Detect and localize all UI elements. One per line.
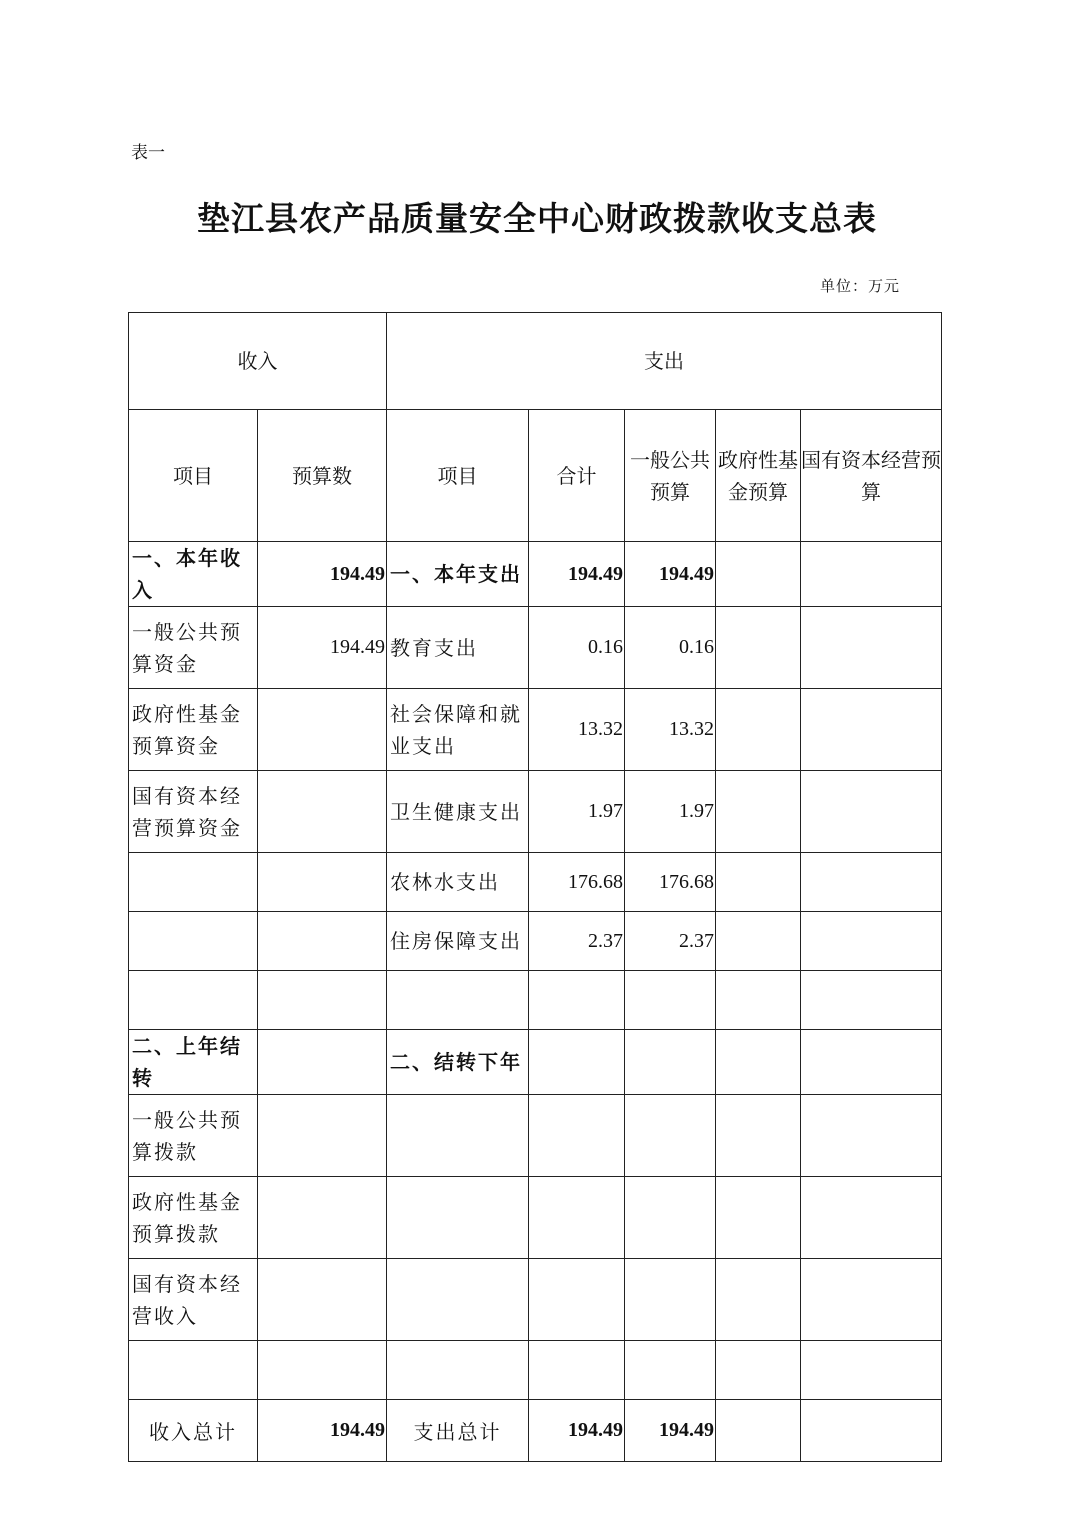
cell-capital bbox=[801, 1095, 942, 1177]
cell-total bbox=[529, 1095, 625, 1177]
cell-general bbox=[625, 971, 716, 1030]
cell-out-item: 农林水支出 bbox=[387, 853, 529, 912]
cell-general bbox=[625, 1177, 716, 1259]
cell-in-amt bbox=[258, 1095, 387, 1177]
table-row bbox=[129, 689, 942, 771]
cell-total bbox=[529, 1341, 625, 1400]
cell-general bbox=[625, 1095, 716, 1177]
unit-label: 单位：万元 bbox=[820, 277, 901, 295]
cell-in-item: 政府性基金预算资金 bbox=[129, 689, 258, 771]
cell-in-amt bbox=[258, 1341, 387, 1400]
cell-in-amt: 194.49 bbox=[258, 542, 387, 607]
cell-in-item: 国有资本经营预算资金 bbox=[129, 771, 258, 853]
cell-capital bbox=[801, 542, 942, 607]
cell-in-amt bbox=[258, 689, 387, 771]
cell-total bbox=[529, 1030, 625, 1095]
cell-capital bbox=[801, 1400, 942, 1462]
cell-capital bbox=[801, 689, 942, 771]
income-item-header: 项目 bbox=[129, 410, 258, 542]
table-row bbox=[129, 971, 942, 1030]
cell-out-item: 住房保障支出 bbox=[387, 912, 529, 971]
table-row bbox=[129, 771, 942, 853]
cell-total: 0.16 bbox=[529, 607, 625, 689]
cell-fund bbox=[716, 853, 801, 912]
cell-total: 1.97 bbox=[529, 771, 625, 853]
table-row bbox=[129, 1341, 942, 1400]
cell-in-item bbox=[129, 1341, 258, 1400]
cell-in-item: 二、上年结转 bbox=[129, 1030, 258, 1095]
cell-in-item bbox=[129, 912, 258, 971]
cell-capital bbox=[801, 853, 942, 912]
cell-general: 1.97 bbox=[625, 771, 716, 853]
table-row bbox=[129, 1095, 942, 1177]
cell-capital bbox=[801, 1030, 942, 1095]
gov-fund-budget-header: 政府性基金预算 bbox=[716, 410, 801, 542]
cell-total bbox=[529, 971, 625, 1030]
cell-general: 13.32 bbox=[625, 689, 716, 771]
total-header: 合计 bbox=[529, 410, 625, 542]
cell-out-item bbox=[387, 1095, 529, 1177]
cell-out-item: 二、结转下年 bbox=[387, 1030, 529, 1095]
cell-capital bbox=[801, 1259, 942, 1341]
cell-total bbox=[529, 1177, 625, 1259]
cell-in-item bbox=[129, 971, 258, 1030]
cell-general bbox=[625, 1341, 716, 1400]
cell-total bbox=[529, 1259, 625, 1341]
cell-in-item: 一般公共预算拨款 bbox=[129, 1095, 258, 1177]
table-row bbox=[129, 1400, 942, 1462]
cell-fund bbox=[716, 1030, 801, 1095]
cell-total: 194.49 bbox=[529, 1400, 625, 1462]
cell-in-amt bbox=[258, 1259, 387, 1341]
cell-general: 194.49 bbox=[625, 542, 716, 607]
cell-capital bbox=[801, 1177, 942, 1259]
cell-fund bbox=[716, 1095, 801, 1177]
cell-in-item: 一般公共预算资金 bbox=[129, 607, 258, 689]
cell-fund bbox=[716, 542, 801, 607]
budget-table bbox=[128, 312, 942, 1462]
cell-in-item: 一、本年收入 bbox=[129, 542, 258, 607]
cell-capital bbox=[801, 912, 942, 971]
cell-capital bbox=[801, 971, 942, 1030]
table-row bbox=[129, 1030, 942, 1095]
cell-fund bbox=[716, 912, 801, 971]
cell-total: 194.49 bbox=[529, 542, 625, 607]
table-number-label: 表一 bbox=[131, 143, 165, 163]
cell-fund bbox=[716, 1400, 801, 1462]
cell-general bbox=[625, 1259, 716, 1341]
cell-in-amt bbox=[258, 853, 387, 912]
cell-capital bbox=[801, 771, 942, 853]
cell-out-item: 教育支出 bbox=[387, 607, 529, 689]
cell-capital bbox=[801, 1341, 942, 1400]
cell-general bbox=[625, 1030, 716, 1095]
cell-in-amt bbox=[258, 1177, 387, 1259]
table-row bbox=[129, 607, 942, 689]
cell-fund bbox=[716, 971, 801, 1030]
cell-general: 194.49 bbox=[625, 1400, 716, 1462]
cell-capital bbox=[801, 607, 942, 689]
cell-general: 176.68 bbox=[625, 853, 716, 912]
cell-in-item: 国有资本经营收入 bbox=[129, 1259, 258, 1341]
table-row bbox=[129, 1259, 942, 1341]
table-row bbox=[129, 542, 942, 607]
cell-total: 2.37 bbox=[529, 912, 625, 971]
general-budget-header: 一般公共预算 bbox=[625, 410, 716, 542]
cell-out-item: 社会保障和就业支出 bbox=[387, 689, 529, 771]
cell-out-item bbox=[387, 1177, 529, 1259]
cell-out-item: 支出总计 bbox=[387, 1400, 529, 1462]
cell-in-amt bbox=[258, 1030, 387, 1095]
cell-in-amt bbox=[258, 912, 387, 971]
cell-general: 0.16 bbox=[625, 607, 716, 689]
cell-in-amt: 194.49 bbox=[258, 607, 387, 689]
expense-item-header: 项目 bbox=[387, 410, 529, 542]
cell-out-item: 一、本年支出 bbox=[387, 542, 529, 607]
cell-out-item bbox=[387, 971, 529, 1030]
cell-in-item: 政府性基金预算拨款 bbox=[129, 1177, 258, 1259]
state-capital-budget-header: 国有资本经营预算 bbox=[801, 410, 942, 542]
table-row bbox=[129, 912, 942, 971]
expense-header: 支出 bbox=[387, 313, 942, 410]
income-budget-header: 预算数 bbox=[258, 410, 387, 542]
cell-out-item bbox=[387, 1341, 529, 1400]
table-row bbox=[129, 1177, 942, 1259]
document-title: 垫江县农产品质量安全中心财政拨款收支总表 bbox=[197, 199, 877, 238]
cell-total: 13.32 bbox=[529, 689, 625, 771]
cell-out-item: 卫生健康支出 bbox=[387, 771, 529, 853]
cell-fund bbox=[716, 689, 801, 771]
cell-in-amt bbox=[258, 771, 387, 853]
table-row bbox=[129, 853, 942, 912]
cell-fund bbox=[716, 1259, 801, 1341]
cell-fund bbox=[716, 607, 801, 689]
cell-in-amt bbox=[258, 971, 387, 1030]
cell-total: 176.68 bbox=[529, 853, 625, 912]
cell-in-item bbox=[129, 853, 258, 912]
cell-fund bbox=[716, 771, 801, 853]
cell-fund bbox=[716, 1341, 801, 1400]
cell-in-amt: 194.49 bbox=[258, 1400, 387, 1462]
cell-in-item: 收入总计 bbox=[129, 1400, 258, 1462]
cell-general: 2.37 bbox=[625, 912, 716, 971]
cell-out-item bbox=[387, 1259, 529, 1341]
cell-fund bbox=[716, 1177, 801, 1259]
income-header: 收入 bbox=[129, 313, 387, 410]
